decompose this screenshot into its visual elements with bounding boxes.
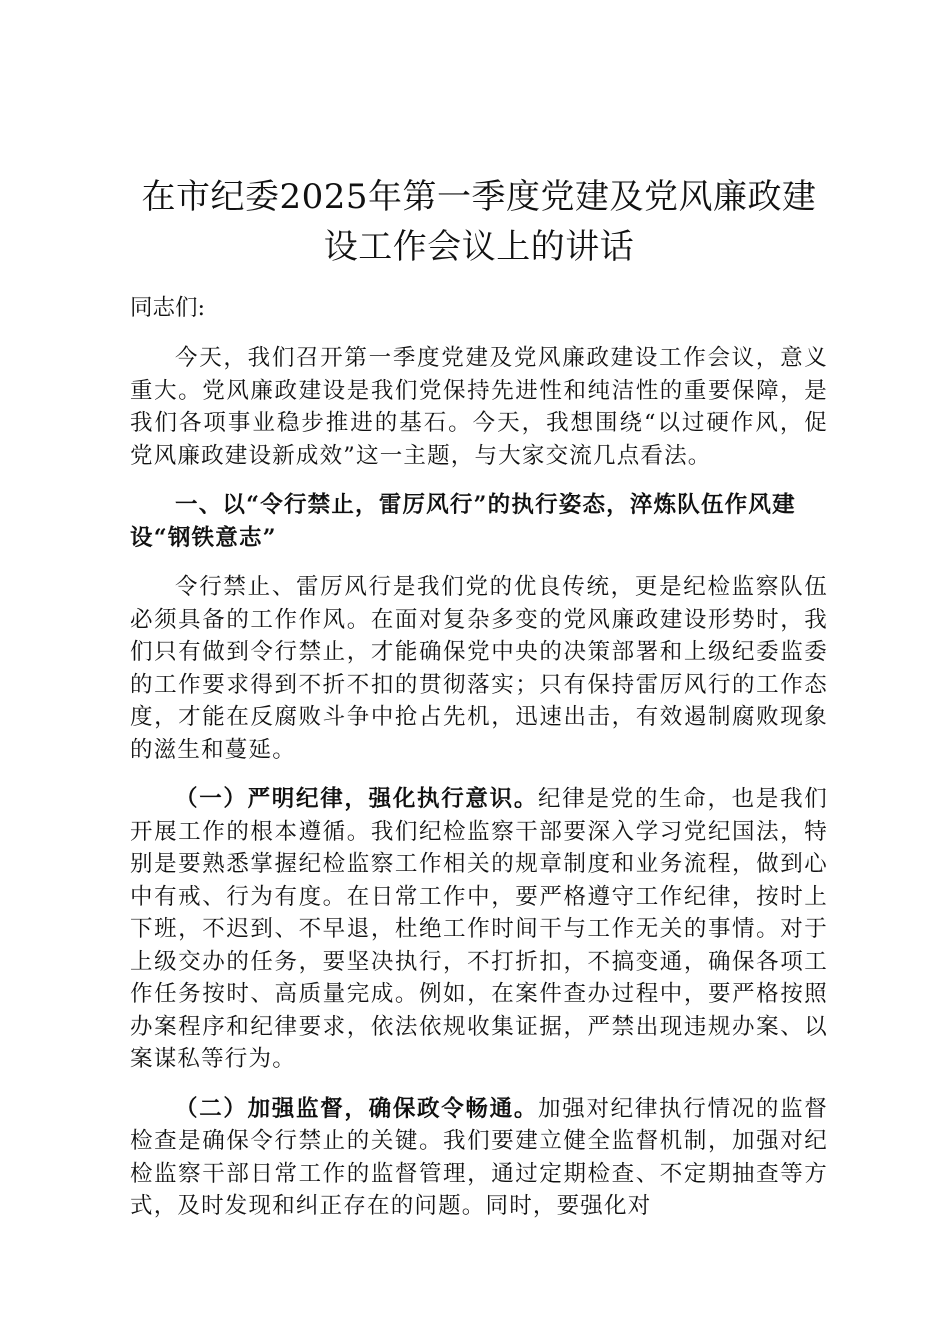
- intro-paragraph: 今天，我们召开第一季度党建及党风廉政建设工作会议，意义重大。党风廉政建设是我们党保持先进性和纯洁性的重要保障，是我们各项事业稳步推进的基石。今天，我想围绕“以过硬作风，促党风廉政建设新成效”这一主题，与大家交流几点看法。: [130, 345, 828, 469]
- title-line-2: 设工作会议上的讲话: [323, 227, 635, 267]
- subsection-1-paragraph: [130, 783, 828, 1076]
- spacer: [130, 325, 828, 342]
- subsection-1-body: 纪律是党的生命，也是我们开展工作的根本遵循。我们纪检监察干部要深入学习党纪国法，特别是要熟悉掌握纪检监察工作相关的规章制度和业务流程，做到心中有戒、行为有度。在日常工作中，要严格遵守工作纪律，按时上下班，不迟到、不早退，杜绝工作时间干与工作无关的事情。对于上级交办的任务，要坚决执行，不打折扣，不搞变通，确保各项工作任务按时、高质量完成。例如，在案件查办过程中，要严格按照办案程序和纪律要求，依法依规收集证据，严禁出现违规办案、以案谋私等行为。: [130, 786, 828, 1072]
- subsection-2-lead: （二）加强监督，确保政令畅通。: [175, 1095, 539, 1122]
- title-line-1: 在市纪委2025年第一季度党建及党风廉政建: [141, 177, 817, 217]
- spacer: [130, 472, 828, 489]
- greeting: 同志们:: [130, 295, 206, 321]
- spacer: [130, 554, 828, 571]
- subsection-1-lead: （一）严明纪律，强化执行意识。: [175, 786, 539, 812]
- subsection-2-paragraph: [130, 1093, 828, 1223]
- document-page: [130, 160, 828, 1223]
- section-1-paragraph: 令行禁止、雷厉风行是我们党的优良传统，更是纪检监察队伍必须具备的工作作风。在面对复杂多变的党风廉政建设形势时，我们只有做到令行禁止，才能确保党中央的决策部署和上级纪委监委的工作要求得到不折不扣的贯彻落实；只有保持雷厉风行的工作态度，才能在反腐败斗争中抢占先机，迅速出击，有效遏制腐败现象的滋生和蔓延。: [130, 574, 828, 763]
- spacer: [130, 766, 828, 783]
- section-1-heading: 一、以“令行禁止，雷厉风行”的执行姿态，淬炼队伍作风建设“钢铁意志”: [130, 492, 796, 551]
- spacer: [130, 1076, 828, 1093]
- document-title: [130, 172, 828, 272]
- subsection-2-body: 加强对纪律执行情况的监督检查是确保令行禁止的关键。我们要建立健全监督机制，加强对纪检监察干部日常工作的监督管理，通过定期检查、不定期抽查等方式，及时发现和纠正存在的问题。同时，要强化对: [130, 1095, 828, 1219]
